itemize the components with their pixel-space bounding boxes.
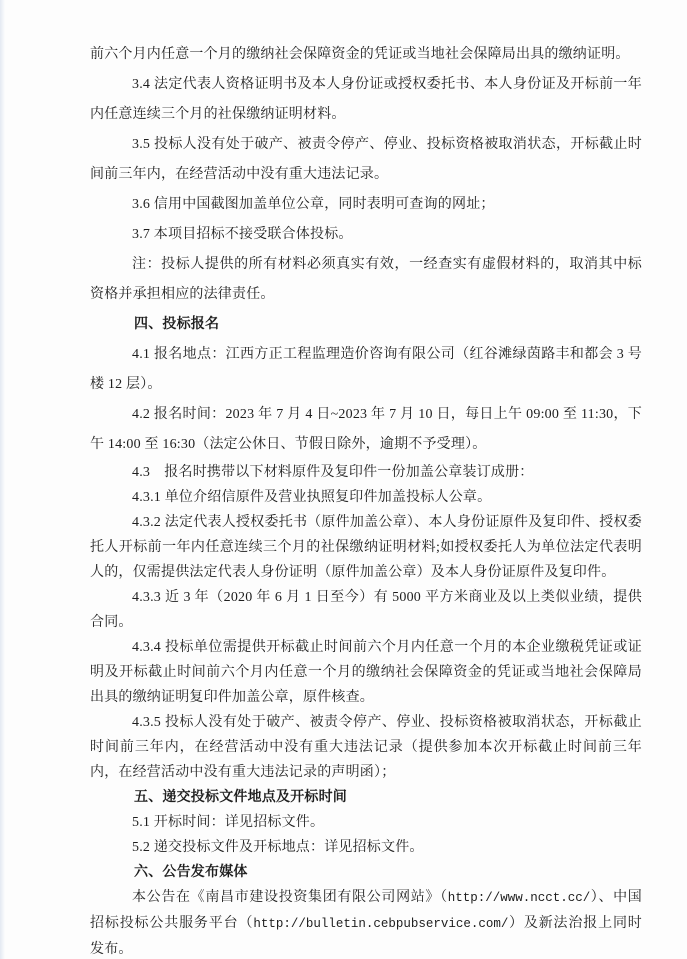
paragraph-3-7: 3.7 本项目招标不接受联合体投标。 xyxy=(132,227,353,242)
paragraph-5-2-submission-place: 5.2 递交投标文件及开标地点：详见招标文件。 xyxy=(132,840,424,855)
announcement-text-segment-1: 本公告在《南昌市建设投资集团有限公司网站》（ xyxy=(132,890,448,905)
section-4-materials-and-below-block xyxy=(90,460,642,959)
paragraph-3-4: 3.4 法定代表人资格证明书及本人身份证或授权委托书、本人身份证及开标前一年内任意连续三个月的社保缴纳证明材料。 xyxy=(90,77,642,122)
paragraph-note: 注：投标人提供的所有材料必须真实有效，一经查实有虚假材料的，取消其中标资格并承担相应的法律责任。 xyxy=(90,257,642,302)
section-3-and-4-top-block xyxy=(90,40,642,460)
announcement-text-segment-3: ）及新法治报上同时发布。 xyxy=(90,916,642,957)
paragraph-social-security-continuation: 前六个月内任意一个月的缴纳社会保障资金的凭证或当地社会保障局出具的缴纳证明。 xyxy=(90,47,630,62)
heading-section-5-submission-and-opening: 五、递交投标文件地点及开标时间 xyxy=(134,790,347,805)
paragraph-4-3: 4.3 报名时携带以下材料原件及复印件一份加盖公章装订成册： xyxy=(132,465,534,480)
paragraph-4-3-1: 4.3.1 单位介绍信原件及营业执照复印件加盖投标人公章。 xyxy=(132,490,492,505)
paragraph-4-3-5: 4.3.5 投标人没有处于破产、被责令停产、停业、投标资格被取消状态，开标截止时间前三年内，在经营活动中没有重大违法记录（提供参加本次开标截止时间前三年内，在经营活动中没有重大违法记录的声明函）； xyxy=(90,715,642,780)
paragraph-3-6: 3.6 信用中国截图加盖单位公章，同时表明可查询的网址； xyxy=(132,197,495,212)
scan-edge-artifact xyxy=(0,0,5,959)
document-content xyxy=(90,40,642,959)
heading-section-6-announcement-media: 六、公告发布媒体 xyxy=(134,865,248,880)
heading-section-4-bid-registration: 四、投标报名 xyxy=(134,317,220,332)
paragraph-4-1-registration-place: 4.1 报名地点：江西方正工程监理造价咨询有限公司（红谷滩绿茵路丰和都会 3 号楼 12 层）。 xyxy=(90,347,642,392)
paragraph-4-3-3: 4.3.3 近 3 年（2020 年 6 月 1 日至今）有 5000 平方米商业及以上类似业绩，提供合同。 xyxy=(90,590,642,630)
paragraph-4-3-2: 4.3.2 法定代表人授权委托书（原件加盖公章）、本人身份证原件及复印件、授权委托人开标前一年内任意连续三个月的社保缴纳证明材料;如授权委托人为单位法定代表明人的，仅需提供法定代表人身份证明（原件加盖公章）及本人身份证原件及复印件。 xyxy=(90,515,642,580)
announcement-text-segment-2: ）、中国招标投标公共服务平台（ xyxy=(90,890,642,931)
paragraph-5-1-opening-time: 5.1 开标时间：详见招标文件。 xyxy=(132,815,325,830)
paragraph-4-3-4: 4.3.4 投标单位需提供开标截止时间前六个月内任意一个月的本企业缴税凭证或证明及开标截止时间前六个月内任意一个月的缴纳社会保障资金的凭证或当地社会保障局出具的缴纳证明复印件加盖公章，原件核查。 xyxy=(90,640,642,705)
paragraph-3-5: 3.5 投标人没有处于破产、被责令停产、停业、投标资格被取消状态，开标截止时间前三年内，在经营活动中没有重大违法记录。 xyxy=(90,137,642,182)
cebpubservice-platform-url: http://bulletin.cebpubservice.com/ xyxy=(253,917,509,931)
paragraph-4-2-registration-time: 4.2 报名时间：2023 年 7 月 4 日~2023 年 7 月 10 日，每日上午 09:00 至 11:30，下午 14:00 至 16:30（法定公休日、节假日除外，逾期不予受理）。 xyxy=(90,407,642,452)
ncct-website-url: http://www.ncct.cc/ xyxy=(447,891,591,905)
paragraph-announcement-media xyxy=(90,885,642,959)
